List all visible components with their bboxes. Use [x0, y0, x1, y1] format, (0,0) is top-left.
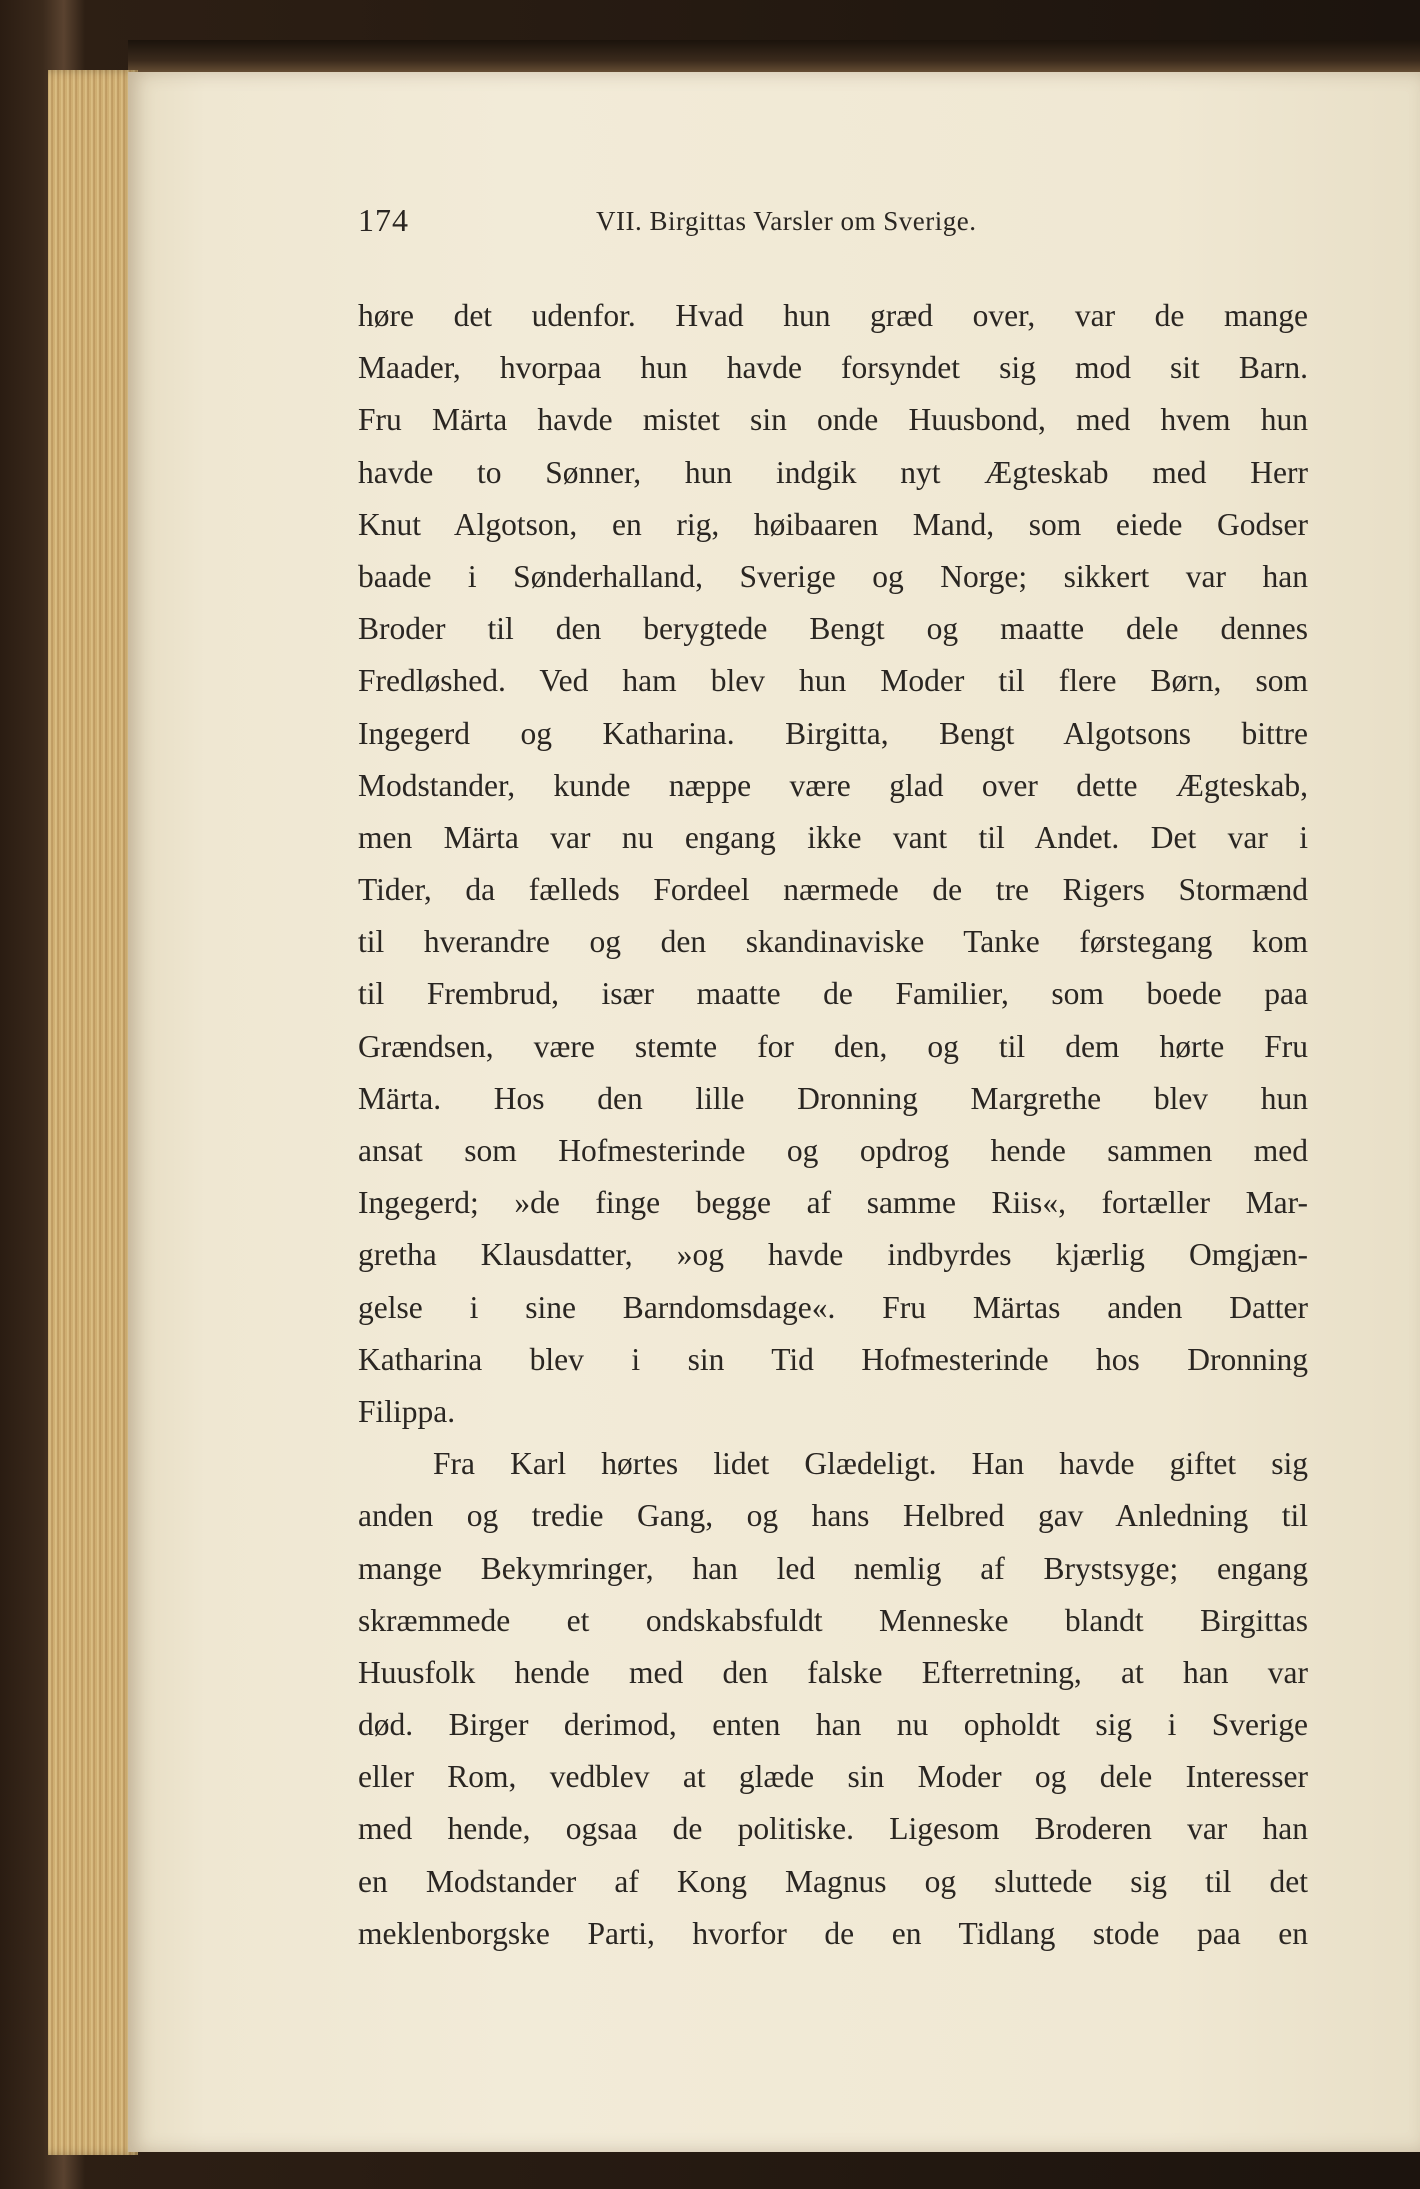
- text-line: anden og tredie Gang, og hans Helbred gav Anledning til: [358, 1498, 1308, 1534]
- paragraph-start-line: Fra Karl hørtes lidet Glædeligt. Han havde giftet sig: [433, 1446, 1308, 1482]
- text-line: Ingegerd og Katharina. Birgitta, Bengt Algotsons bittre: [358, 715, 1308, 751]
- text-line: men Märta var nu engang ikke vant til Andet. Det var i: [358, 819, 1308, 855]
- text-line: til Frembrud, især maatte de Familier, som boede paa: [358, 976, 1308, 1012]
- text-line: gretha Klausdatter, »og havde indbyrdes kjærlig Omgjæn-: [358, 1237, 1308, 1273]
- text-line: mange Bekymringer, han led nemlig af Brystsyge; engang: [358, 1550, 1308, 1586]
- text-line: Fredløshed. Ved ham blev hun Moder til flere Børn, som: [358, 663, 1308, 699]
- body-text: [358, 290, 1308, 1960]
- text-line: skræmmede et ondskabsfuldt Menneske blandt Birgittas: [358, 1602, 1308, 1638]
- text-line: Ingegerd; »de finge begge af samme Riis«, fortæller Mar-: [358, 1185, 1308, 1221]
- text-line: baade i Sønderhalland, Sverige og Norge; sikkert var han: [358, 558, 1308, 594]
- binding-top-edge: [128, 40, 1420, 74]
- running-head: VII. Birgittas Varsler om Sverige.: [596, 206, 977, 236]
- text-line: død. Birger derimod, enten han nu opholdt sig i Sverige: [358, 1707, 1308, 1743]
- text-line: ansat som Hofmesterinde og opdrog hende sammen med: [358, 1133, 1308, 1168]
- text-line: høre det udenfor. Hvad hun græd over, var de mange: [358, 298, 1308, 333]
- text-line: Huusfolk hende med den falske Efterretning, at han var: [358, 1654, 1308, 1690]
- text-line: med hende, ogsaa de politiske. Ligesom Broderen var han: [358, 1811, 1308, 1847]
- text-line: Tider, da fælleds Fordeel nærmede de tre Rigers Stormænd: [358, 872, 1308, 908]
- text-line: Knut Algotson, en rig, høibaaren Mand, som eiede Godser: [358, 506, 1308, 542]
- text-line: Broder til den berygtede Bengt og maatte dele dennes: [358, 611, 1308, 647]
- text-line: havde to Sønner, hun indgik nyt Ægteskab med Herr: [358, 454, 1308, 490]
- text-line: Märta. Hos den lille Dronning Margrethe blev hun: [358, 1080, 1308, 1116]
- text-line: en Modstander af Kong Magnus og sluttede sig til det: [358, 1863, 1308, 1899]
- text-line: Maader, hvorpaa hun havde forsyndet sig mod sit Barn.: [358, 350, 1308, 386]
- page-number: 174: [358, 202, 409, 238]
- text-line: meklenborgske Parti, hvorfor de en Tidlang stode paa en: [358, 1915, 1308, 1951]
- text-line: gelse i sine Barndomsdage«. Fru Märtas anden Datter: [358, 1289, 1308, 1325]
- page-edges: [48, 70, 138, 2155]
- text-line: Modstander, kunde næppe være glad over dette Ægteskab,: [358, 767, 1308, 803]
- text-line: Grændsen, være stemte for den, og til dem hørte Fru: [358, 1028, 1308, 1064]
- text-line: Fru Märta havde mistet sin onde Huusbond, med hvem hun: [358, 402, 1308, 438]
- text-line: til hverandre og den skandinaviske Tanke førstegang kom: [358, 924, 1308, 960]
- paragraph-end-line: Filippa.: [358, 1393, 456, 1429]
- text-line: eller Rom, vedblev at glæde sin Moder og dele Interesser: [358, 1759, 1308, 1795]
- page-header: [358, 202, 1118, 242]
- text-line: Katharina blev i sin Tid Hofmesterinde hos Dronning: [358, 1341, 1308, 1377]
